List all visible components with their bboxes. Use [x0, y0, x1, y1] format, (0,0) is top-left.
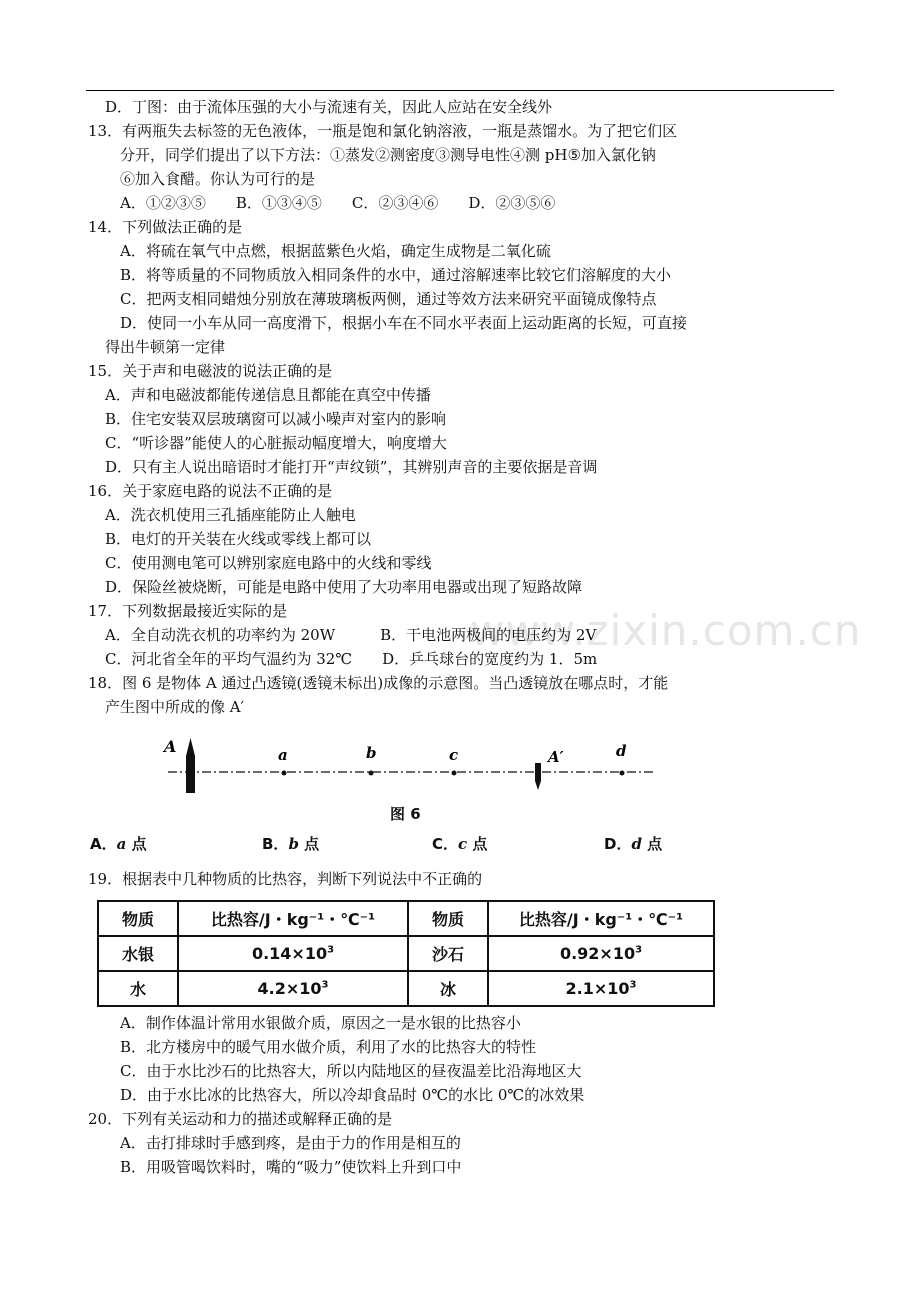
option-18c: C．c 点	[432, 835, 488, 853]
option-15b: B．住宅安装双层玻璃窗可以减小噪声对室内的影响	[105, 410, 447, 428]
option-14d-line2: 得出牛顿第一定律	[105, 338, 226, 356]
option-18b: B．b 点	[262, 835, 320, 853]
question-18: 18．图 6 是物体 A 通过凸透镜(透镜未标出)成像的示意图。当凸透镜放在哪点时，才能	[88, 674, 669, 692]
label-point-c: c	[449, 746, 459, 764]
option-14b: B．将等质量的不同物质放入相同条件的水中，通过溶解速率比较它们溶解度的大小	[120, 266, 672, 284]
option-20b: B．用吸管喝饮料时，嘴的“吸力”使饮料上升到口中	[120, 1158, 462, 1176]
question-17: 17．下列数据最接近实际的是	[88, 602, 288, 620]
label-object-a: A	[164, 737, 177, 756]
table-header-cell: 比热容/J・kg⁻¹・℃⁻¹	[178, 901, 408, 936]
table-header-cell: 比热容/J・kg⁻¹・℃⁻¹	[488, 901, 714, 936]
header-rule	[86, 90, 834, 91]
option-12d: D．丁图：由于流体压强的大小与流速有关，因此人应站在安全线外	[105, 98, 553, 116]
question-13-options: A．①②③⑤ B．①③④⑤ C．②③④⑥ D．②③⑤⑥	[120, 194, 556, 212]
option-16c: C．使用测电笔可以辨别家庭电路中的火线和零线	[105, 554, 432, 572]
lens-figure	[150, 730, 670, 805]
table-cell: $0.14\times 10^3$	[178, 936, 408, 971]
option-14a: A．将硫在氧气中点燃，根据蓝紫色火焰，确定生成物是二氧化硫	[120, 242, 551, 260]
label-point-b: b	[366, 744, 377, 762]
option-17ab: A．全自动洗衣机的功率约为 20W B．干电池两极间的电压约为 2V	[105, 626, 597, 644]
table-row	[98, 936, 714, 971]
question-19: 19．根据表中几种物质的比热容，判断下列说法中不正确的	[88, 870, 483, 888]
label-point-a: a	[278, 746, 288, 764]
question-18-line2: 产生图中所成的像 A′	[105, 698, 245, 716]
table-cell: $0.92\times 10^3$	[488, 936, 714, 971]
option-14d: D．使同一小车从同一高度滑下，根据小车在不同水平表面上运动距离的长短，可直接	[120, 314, 688, 332]
point-d	[620, 771, 625, 776]
point-c	[452, 771, 457, 776]
option-18d: D．d 点	[604, 835, 663, 853]
option-16d: D．保险丝被烧断，可能是电路中使用了大功率用电器或出现了短路故障	[105, 578, 583, 596]
option-15d: D．只有主人说出暗语时才能打开“声纹锁”，其辨别声音的主要依据是音调	[105, 458, 598, 476]
question-13: 13．有两瓶失去标签的无色液体，一瓶是饱和氯化钠溶液，一瓶是蒸馏水。为了把它们区	[88, 122, 678, 140]
table-header-row	[98, 901, 714, 936]
watermark: www.zixin.com.cn	[470, 606, 862, 655]
option-15a: A．声和电磁波都能传递信息且都能在真空中传播	[105, 386, 431, 404]
question-16: 16．关于家庭电路的说法不正确的是	[88, 482, 333, 500]
option-16a: A．洗衣机使用三孔插座能防止人触电	[105, 506, 356, 524]
option-19c: C．由于水比沙石的比热容大，所以内陆地区的昼夜温差比沿海地区大	[120, 1062, 582, 1080]
table-cell: 沙石	[408, 936, 488, 971]
label-point-d: d	[616, 742, 627, 760]
option-17cd: C．河北省全年的平均气温约为 32℃ D．乒乓球台的宽度约为 1．5m	[105, 650, 598, 668]
point-a	[282, 771, 287, 776]
image-a-prime-icon	[535, 763, 541, 790]
label-image-a-prime: A′	[548, 748, 564, 766]
question-13-line3: ⑥加入食醋。你认为可行的是	[120, 170, 316, 188]
table-cell: $2.1\times 10^3$	[488, 971, 714, 1006]
question-20: 20．下列有关运动和力的描述或解释正确的是	[88, 1110, 393, 1128]
option-18a: A．a 点	[90, 835, 147, 853]
option-16b: B．电灯的开关装在火线或零线上都可以	[105, 530, 372, 548]
table-header-cell: 物质	[98, 901, 178, 936]
option-20a: A．击打排球时手感到疼，是由于力的作用是相互的	[120, 1134, 461, 1152]
table-cell: $4.2\times 10^3$	[178, 971, 408, 1006]
point-b	[369, 771, 374, 776]
specific-heat-table	[97, 900, 715, 1007]
question-14: 14．下列做法正确的是	[88, 218, 243, 236]
figure-caption: 图 6	[390, 805, 421, 823]
option-19b: B．北方楼房中的暖气用水做介质，利用了水的比热容大的特性	[120, 1038, 537, 1056]
question-13-line2: 分开，同学们提出了以下方法：①蒸发②测密度③测导电性④测 pH⑤加入氯化钠	[120, 146, 656, 164]
question-15: 15．关于声和电磁波的说法正确的是	[88, 362, 333, 380]
object-a-icon	[186, 738, 195, 793]
table-cell: 水银	[98, 936, 178, 971]
option-14c: C．把两支相同蜡烛分别放在薄玻璃板两侧，通过等效方法来研究平面镜成像特点	[120, 290, 657, 308]
table-row	[98, 971, 714, 1006]
table-cell: 水	[98, 971, 178, 1006]
table-header-cell: 物质	[408, 901, 488, 936]
option-19a: A．制作体温计常用水银做介质，原因之一是水银的比热容小	[120, 1014, 521, 1032]
option-19d: D．由于水比冰的比热容大，所以冷却食品时 0℃的水比 0℃的冰效果	[120, 1086, 585, 1104]
option-15c: C．“听诊器”能使人的心脏振动幅度增大，响度增大	[105, 434, 447, 452]
table-cell: 冰	[408, 971, 488, 1006]
